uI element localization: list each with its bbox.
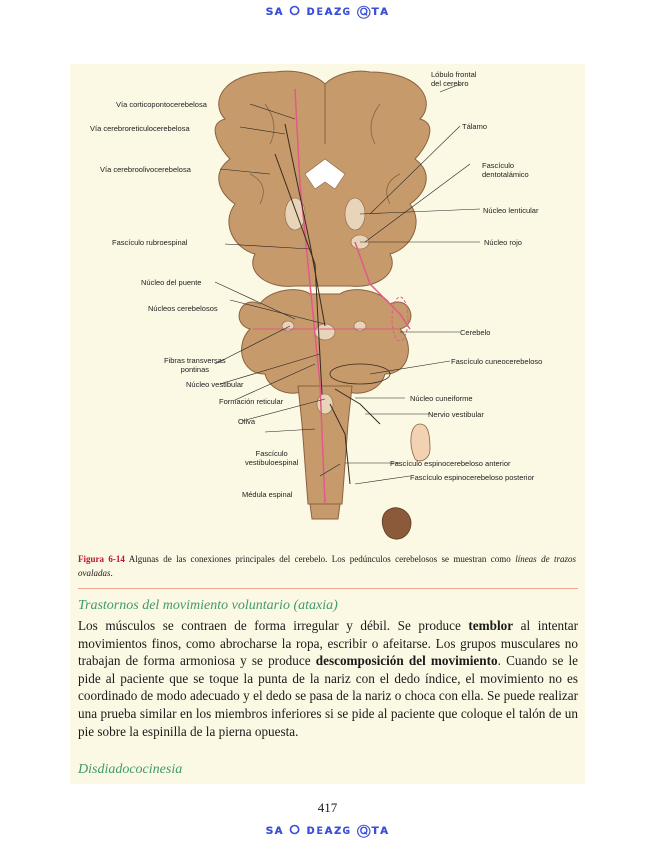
bold-term-descomposicion: descomposición del movimiento [315,653,498,669]
label-medula-espinal: Médula espinal [242,490,293,499]
label-via-cerebroreticulocerebelosa: Vía cerebroreticulocerebelosa [90,124,190,133]
section-divider [78,588,578,589]
label-nucleo-vestibular: Núcleo vestibular [186,380,244,389]
label-nucleo-rojo: Núcleo rojo [484,238,522,247]
label-via-cerebroolivocerebelosa: Vía cerebroolivocerebelosa [100,165,191,174]
label-nucleo-lenticular: Núcleo lenticular [483,206,539,215]
label-fasciculo-espinocerebeloso-posterior: Fascículo espinocerebeloso posterior [410,473,535,482]
muscle-shape [382,508,411,539]
label-talamo: Tálamo [462,122,488,131]
label-fibras-transversas: Fibras transversas pontinas [164,356,226,374]
paragraph-part-2: al intentar movimientos finos, como abrocharse la ropa, escribir o afeitarse. Los grupos musculares no trabajan de forma armoniosa y se produce [78,618,579,669]
section-paragraph [78,617,578,740]
label-fasciculo-dentotalamico: Fascículo dentotalámico [482,161,529,179]
caption-end: . [110,568,113,578]
label-fasciculo-rubroespinal: Fascículo rubroespinal [112,238,188,247]
label-nucleos-cerebelosos: Núcleos cerebelosos [148,304,218,313]
ear-shape [411,424,430,461]
caption-text: Algunas de las conexiones principales del cerebelo. Los pedúnculos cerebelosos se muestran como [124,554,516,564]
label-nucleo-puente: Núcleo del puente [141,278,202,287]
figure-caption [78,552,576,580]
label-formacion-reticular: Formación reticular [219,397,284,406]
paragraph-part-1: Los músculos se contraen de forma irregular y débil. Se produce [78,618,469,633]
caption-italic: líneas de trazos ovaladas [78,554,576,578]
label-fasciculo-espinocerebeloso-anterior: Fascículo espinocerebeloso anterior [390,459,511,468]
next-heading: Disdiadococinesia [78,762,183,777]
label-via-corticopontocerebelosa: Vía corticopontocerebelosa [116,100,207,109]
bold-term-temblor: temblor [468,618,514,633]
label-nervio-vestibular: Nervio vestibular [428,410,484,419]
label-fasciculo-vestibuloespinal: Fascículo vestibuloespinal [245,449,299,467]
label-lobulo-frontal: Lóbulo frontal del cerebro [431,70,477,88]
figure-number: Figura 6-14 [78,554,125,564]
watermark-bottom: ꜱᴀ ⭘ ᴅᴇᴀᴢɢ Ⓠᴛᴀ [265,823,390,838]
section-heading: Trastornos del movimiento voluntario (ataxia) [78,598,338,613]
spinal-cord-shape [310,504,340,519]
page-number: 417 [317,800,338,815]
watermark-top: ꜱᴀ ⭘ ᴅᴇᴀᴢɢ Ⓠᴛᴀ [265,4,390,19]
label-oliva: Oliva [238,417,256,426]
paragraph-part-3: . Cuando se le pide al paciente que se toque la punta de la nariz con el dedo índice, el movimiento no es coordinado de modo adecuado y el dedo se pasa de la nariz o choca con ella. Se puede realizar una prueba similar en los miembros inferiores si se pide al paciente que coloque el talón de un pie sobre la espinilla de la pierna opuesta. [78,653,579,739]
label-fasciculo-cuneocerebeloso: Fascículo cuneocerebeloso [451,357,543,366]
label-nucleo-cuneiforme: Núcleo cuneiforme [410,394,473,403]
label-cerebelo: Cerebelo [460,328,491,337]
cerebellum-connections-figure [70,64,585,549]
